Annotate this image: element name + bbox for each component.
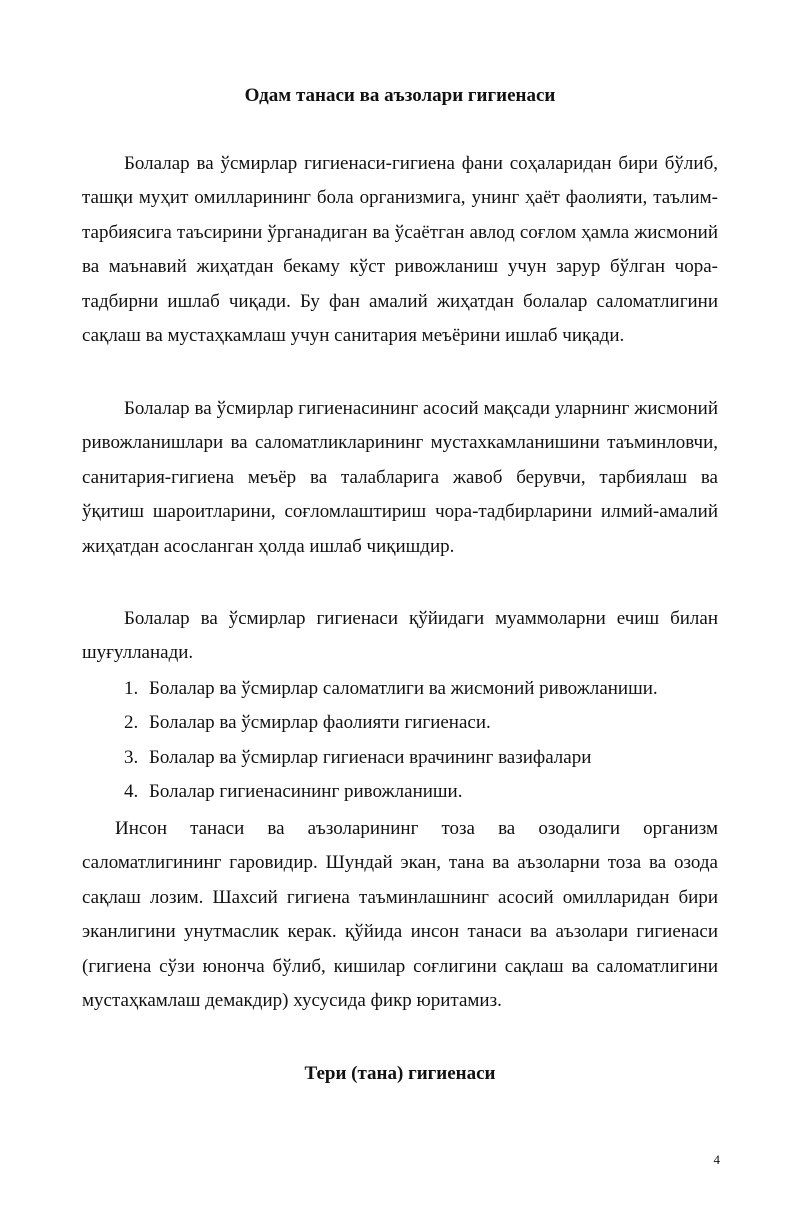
list-item-number: 3. (124, 746, 139, 768)
document-title: Одам танаси ва аъзолари гигиенаси (244, 85, 556, 106)
list-item-text: Болалар ва ўсмирлар гигиенаси врачининг вазифалари (149, 746, 592, 768)
list-item (82, 775, 718, 809)
list-item-number: 4. (124, 781, 139, 803)
list-item-text: Болалар ва ўсмирлар саломатлиги ва жисмоний ривожланиши. (149, 678, 658, 699)
list-item-text: Болалар гигиенасининг ривожланиши. (149, 781, 463, 803)
paragraph-2: Болалар ва ўсмирлар гигиенасининг асосий мақсади уларнинг жисмоний ривожланишлари ва саломатликларининг мустахкамланишини таъминловчи, санитария-гигиена меъёр ва талабларига жавоб берувчи, тарбиялаш ва ўқитиш шароитларини, соғломлаштириш чора-тадбирларини илмий-амалий жиҳатдан асосланган ҳолда ишлаб чиқишдир. (82, 398, 718, 557)
list-item-number: 2. (124, 712, 139, 734)
list-item (82, 741, 718, 775)
section-subheading: Тери (тана) гигиенаси (304, 1063, 496, 1084)
list-item-text: Болалар ва ўсмирлар фаолияти гигиенаси. (149, 712, 491, 734)
page-number: 4 (713, 1152, 720, 1167)
list-item (82, 672, 718, 706)
paragraph-1: Болалар ва ўсмирлар гигиенаси-гигиена фани соҳаларидан бири бўлиб, ташқи муҳит омилларининг бола организмига, унинг ҳаёт фаолияти, таълим-тарбиясига таъсирини ўрганадиган ва ўсаётган авлод соғлом ҳамла жисмоний ва маънавий жиҳатдан бекаму кўст ривожланиш учун зарур бўлган чора-тадбирни ишлаб чиқади. Бу фан амалий жиҳатдан болалар саломатлигини сақлаш ва мустаҳкамлаш учун санитария меъёрини ишлаб чиқади. (82, 153, 718, 347)
numbered-list (82, 672, 718, 810)
paragraph-3: Болалар ва ўсмирлар гигиенаси қўйидаги муаммоларни ечиш билан шуғулланади. (82, 608, 718, 664)
list-item (82, 706, 718, 740)
closing-paragraph: Инсон танаси ва аъзоларининг тоза ва озодалиги организм саломатлигининг гаровидир. Шундай экан, тана ва аъзоларни тоза ва озода сақлаш лозим. Шахсий гигиена таъминлашнинг асосий омилларидан бири эканлигини унутмаслик керак. қўйида инсон танаси ва аъзолари гигиенаси (гигиена сўзи юнонча бўлиб, кишилар соғлигини сақлаш ва саломатлигини мустаҳкамлаш демакдир) хусусида фикр юритамиз. (82, 818, 718, 1012)
list-item-number: 1. (124, 678, 139, 699)
